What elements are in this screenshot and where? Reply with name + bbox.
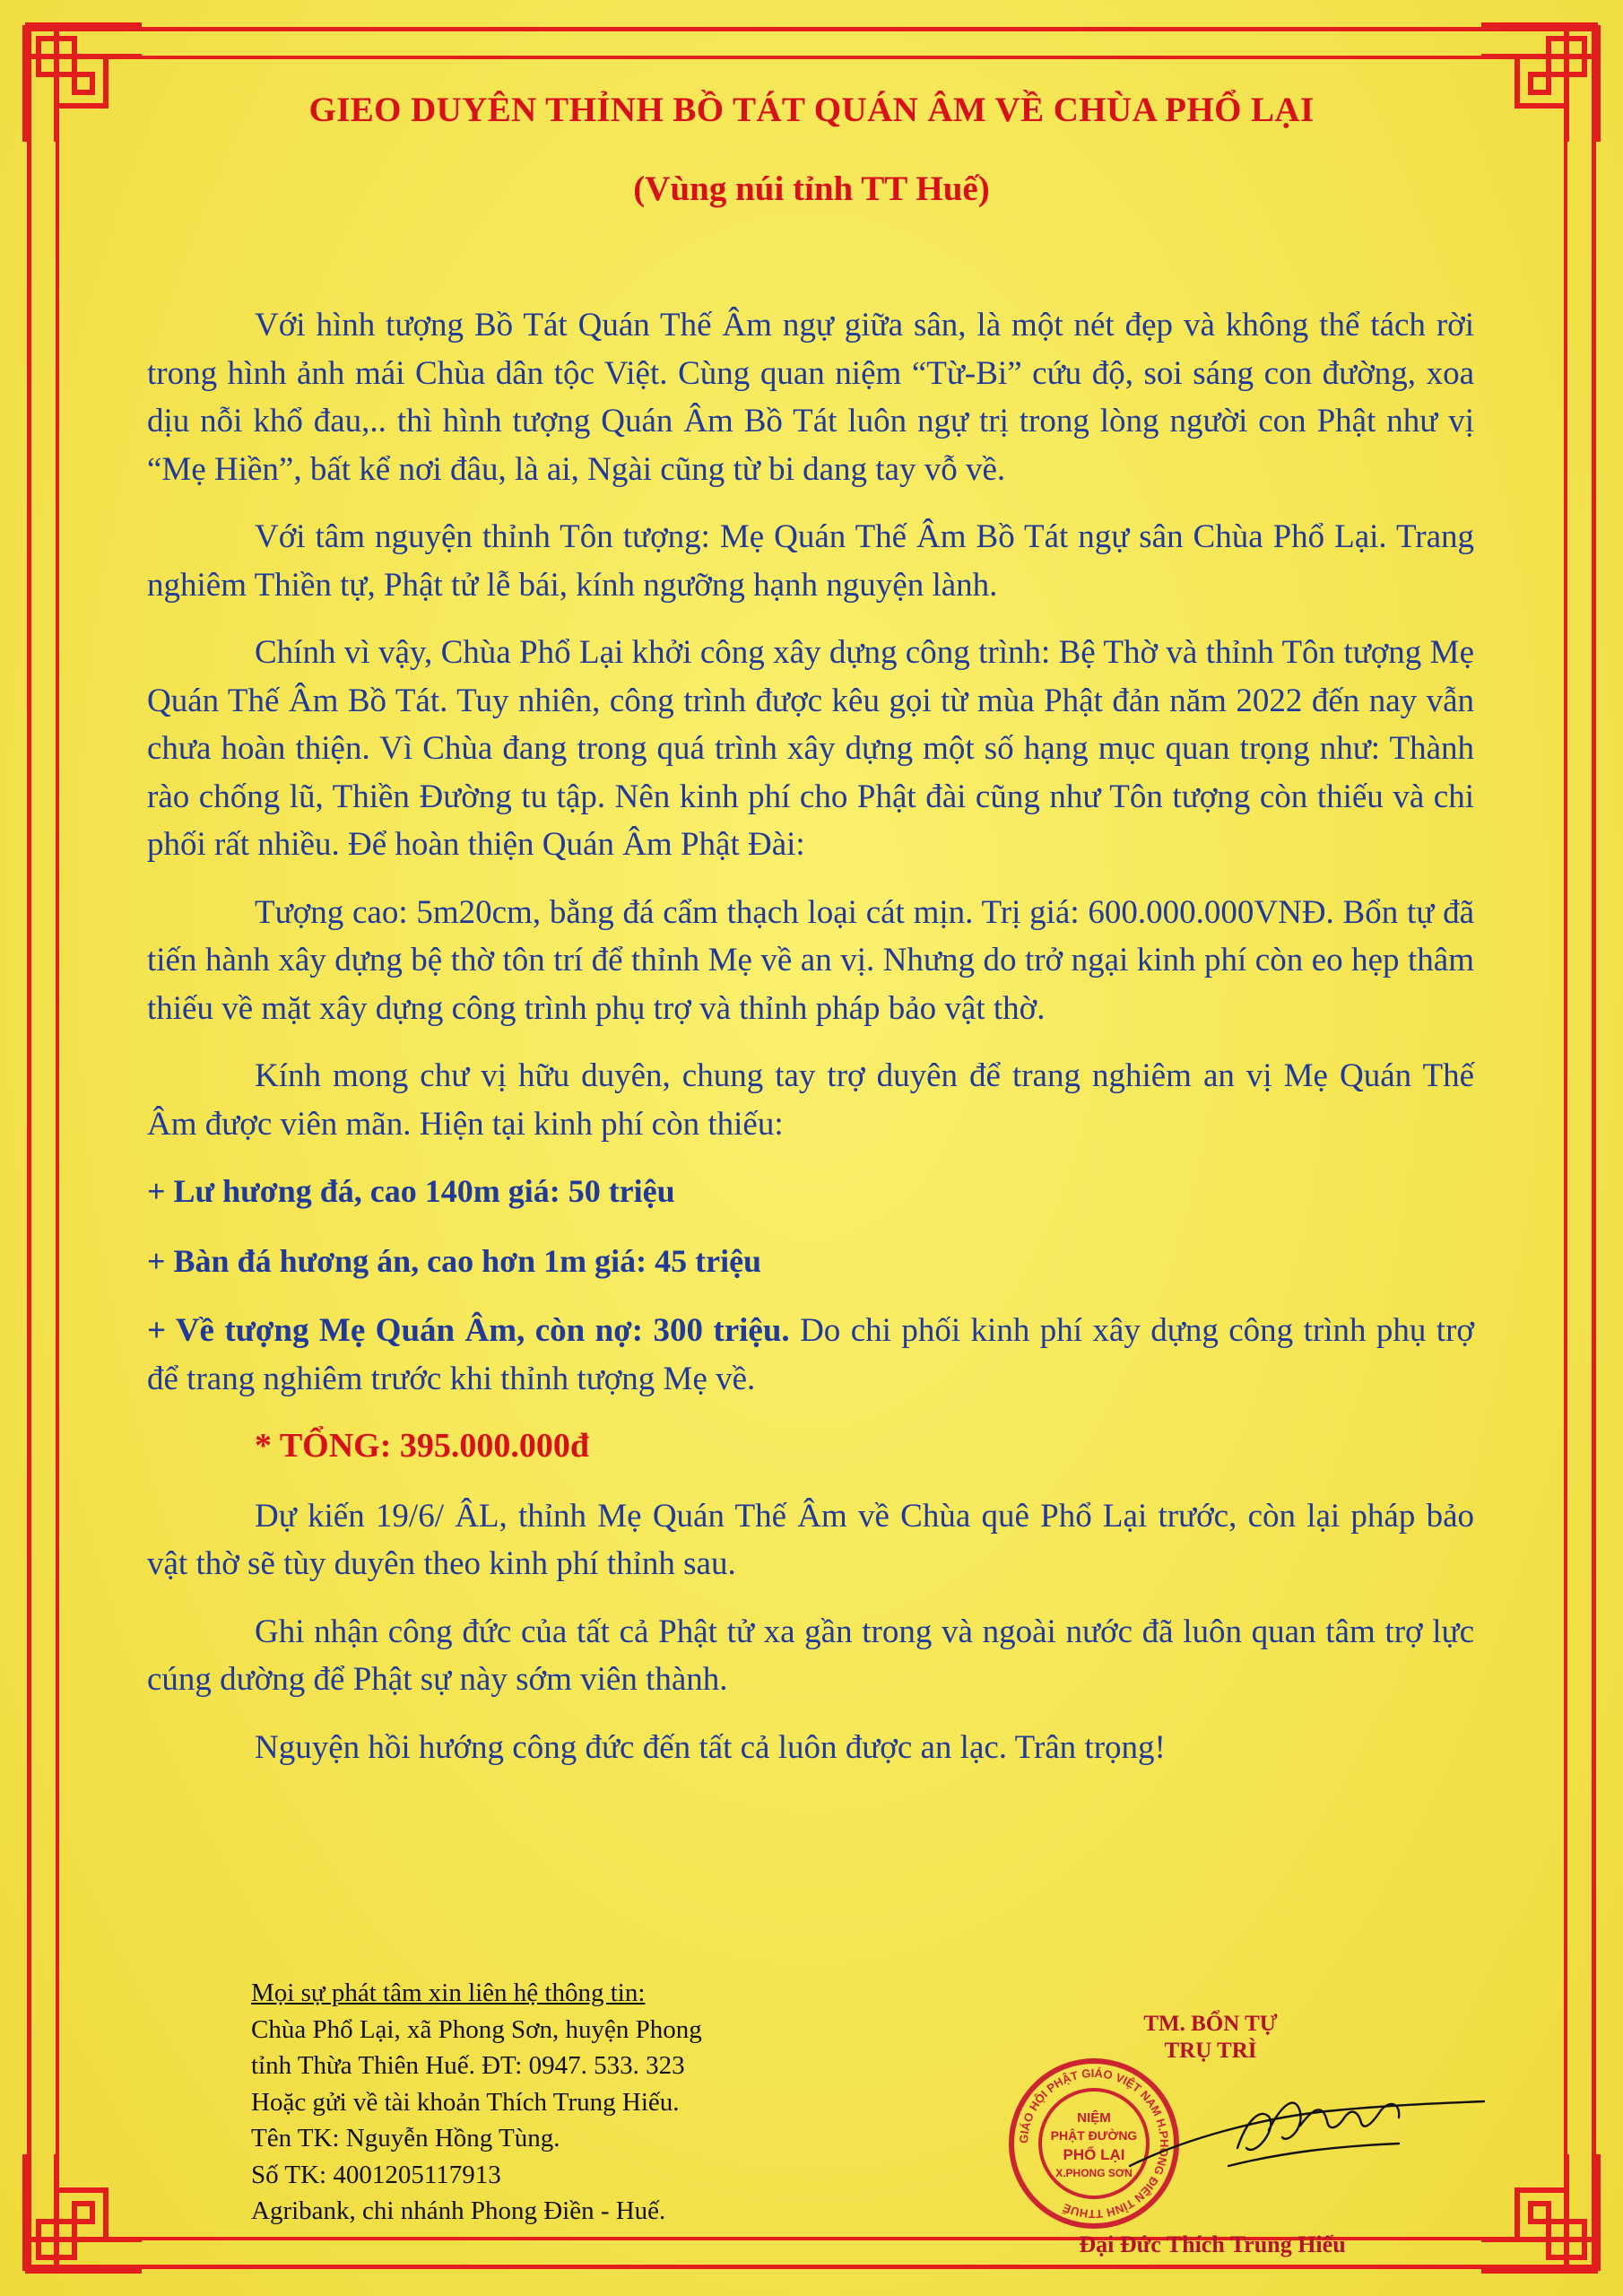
paragraph-construction: Chính vì vậy, Chùa Phổ Lại khởi công xây dựng công trình: Bệ Thờ và thỉnh Tôn tượng Mẹ Quán Thế Âm Bồ Tát. Tuy nhiên, công trình được kêu gọi từ mùa Phật đản năm 2022 đến nay vẫn chưa hoàn thiện. Vì Chùa đang trong quá trình xây dựng một số hạng mục quan trọng như: Thành rào chống lũ, Thiền Đường tu tập. Nên kinh phí cho Phật đài cũng như Tôn tượng còn thiếu và chi phối rất nhiều. Để hoàn thiện Quán Âm Phật Đài: bbox=[147, 634, 1474, 863]
document-title: GIEO DUYÊN THỈNH BỒ TÁT QUÁN ÂM VỀ CHÙA PHỔ LẠI bbox=[308, 91, 1315, 129]
contact-bank: Agribank, chi nhánh Phong Điền - Huế. bbox=[251, 2196, 666, 2225]
contact-address-line1: Chùa Phổ Lại, xã Phong Sơn, huyện Phong bbox=[251, 2014, 702, 2044]
signature-block bbox=[968, 1996, 1524, 2265]
item-incense-burner: + Lư hương đá, cao 140m giá: 50 triệu bbox=[147, 1173, 675, 1209]
paragraph-intro: Với hình tượng Bồ Tát Quán Thế Âm ngự giữa sân, là một nét đẹp và không thể tách rời trong hình ảnh mái Chùa dân tộc Việt. Cùng quan niệm “Từ-Bi” cứu độ, soi sáng con đường, xoa dịu nỗi khổ đau,.. thì hình tượng Quán Âm Bồ Tát luôn ngự trị trong lòng người con Phật như vị “Mẹ Hiền”, bất kể nơi đâu, là ai, Ngài cũng từ bi dang tay vỗ về. bbox=[147, 307, 1474, 488]
contact-account-number: Số TK: 4001205117913 bbox=[251, 2160, 501, 2189]
contact-account-holder-note: Hoặc gửi về tài khoản Thích Trung Hiếu. bbox=[251, 2087, 680, 2117]
paragraph-dedication: Nguyện hồi hướng công đức đến tất cả luôn được an lạc. Trân trọng! bbox=[255, 1728, 1166, 1766]
seal-center-line4: X.PHONG SƠN bbox=[1055, 2167, 1133, 2179]
paragraph-schedule: Dự kiến 19/6/ ÂL, thỉnh Mẹ Quán Thế Âm về Chùa quê Phổ Lại trước, còn lại pháp bảo vật thờ sẽ tùy duyên theo kinh phí thỉnh sau. bbox=[147, 1497, 1474, 1582]
contact-address-line2: tỉnh Thừa Thiên Huế. ĐT: 0947. 533. 323 bbox=[251, 2051, 685, 2080]
corner-ornament-bottom-left bbox=[16, 2145, 151, 2280]
seal-ring-text: GIÁO HỘI PHẬT GIÁO VIỆT NAM H.PHONG ĐIỀN TỈNH TTHUẾ bbox=[1016, 2066, 1172, 2222]
item-statue-debt-note: Do chi phối kinh phí xây dựng công trình phụ trợ để trang nghiêm trước khi thỉnh tượng Mẹ về. bbox=[147, 1312, 1474, 1397]
item-statue-debt bbox=[147, 1307, 1474, 1403]
corner-ornament-top-left bbox=[16, 16, 151, 151]
document-subtitle: (Vùng núi tỉnh TT Huế) bbox=[633, 170, 990, 208]
total-amount: * TỔNG: 395.000.000đ bbox=[255, 1427, 590, 1465]
seal-center-line2: PHẬT ĐƯỜNG bbox=[1050, 2128, 1138, 2143]
document-body bbox=[147, 301, 1474, 1791]
contact-info bbox=[251, 1975, 879, 2230]
seal-center-line1: NIỆM bbox=[1077, 2110, 1111, 2126]
paragraph-aspiration: Với tâm nguyện thỉnh Tôn tượng: Mẹ Quán Thế Âm Bồ Tát ngự sân Chùa Phổ Lại. Trang nghiêm Thiền tự, Phật tử lễ bái, kính ngưỡng hạnh nguyện lành. bbox=[147, 518, 1474, 604]
contact-heading: Mọi sự phát tâm xin liên hệ thông tin: bbox=[251, 1979, 646, 2007]
paragraph-statue-details: Tượng cao: 5m20cm, bằng đá cẩm thạch loại cát mịn. Trị giá: 600.000.000VNĐ. Bổn tự đã tiến hành xây dựng bệ thờ tôn trí để thỉnh Mẹ về an vị. Nhưng do trở ngại kinh phí còn eo hẹp thâm thiếu về mặt xây dựng công trình phụ trợ và thỉnh pháp bảo vật thờ. bbox=[147, 893, 1474, 1027]
paragraph-appeal: Kính mong chư vị hữu duyên, chung tay trợ duyên để trang nghiêm an vị Mẹ Quán Thế Âm được viên mãn. Hiện tại kinh phí còn thiếu: bbox=[147, 1057, 1474, 1143]
signature-title-line2: TRỤ TRÌ bbox=[1164, 2039, 1257, 2063]
item-statue-debt-amount: + Về tượng Mẹ Quán Âm, còn nợ: 300 triệu. bbox=[147, 1312, 790, 1349]
contact-account-name: Tên TK: Nguyễn Hồng Tùng. bbox=[251, 2124, 560, 2152]
seal-center-line3: PHỔ LẠI bbox=[1063, 2146, 1125, 2163]
signature-name: Đại Đức Thích Trung Hiếu bbox=[1079, 2231, 1346, 2257]
signature-title-line1: TM. BỔN TỰ bbox=[1143, 2012, 1278, 2036]
paragraph-gratitude: Ghi nhận công đức của tất cả Phật tử xa gần trong và ngoài nước đã luôn quan tâm trợ lực cúng dường để Phật sự này sớm viên thành. bbox=[147, 1613, 1474, 1698]
corner-ornament-top-right bbox=[1472, 16, 1607, 151]
handwritten-signature bbox=[1103, 2031, 1497, 2211]
item-altar-table: + Bàn đá hương án, cao hơn 1m giá: 45 triệu bbox=[147, 1242, 762, 1279]
